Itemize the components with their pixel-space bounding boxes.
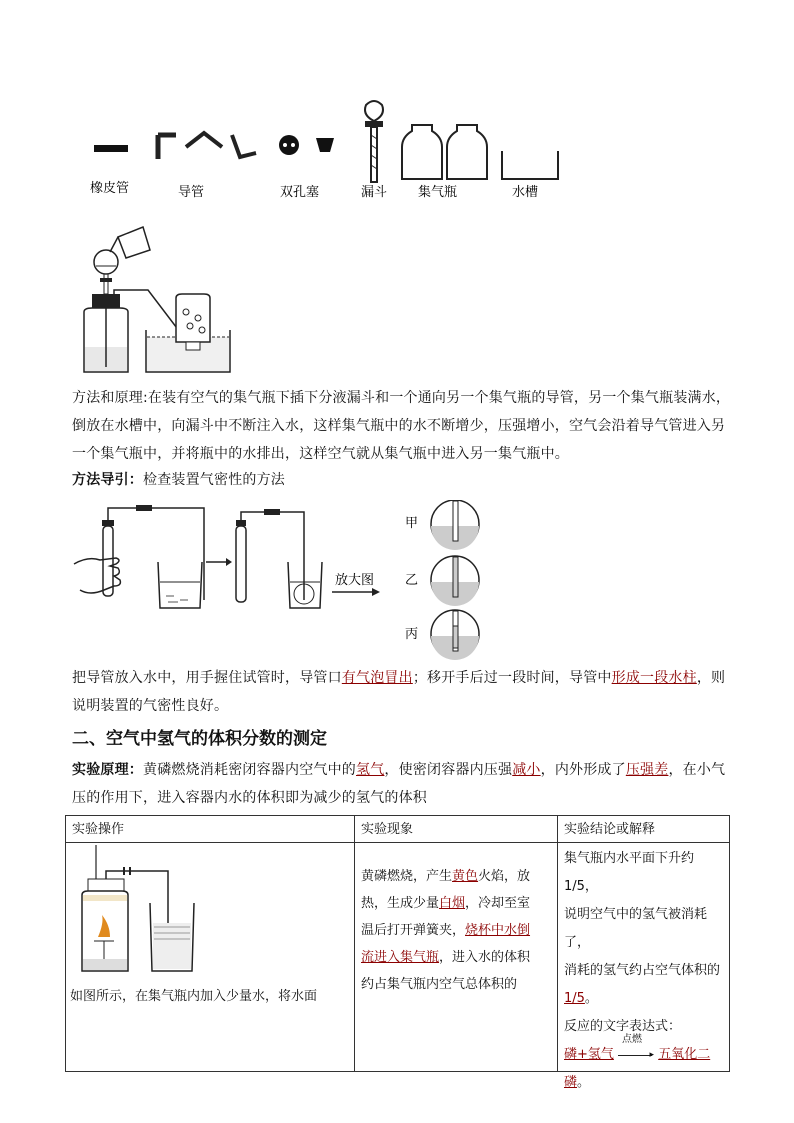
principle-paragraph: 实验原理：黄磷燃烧消耗密闭容器内空气中的氢气，使密闭容器内压强减小，内外形成了压强差，在小气 压的作用下，进入容器内水的体积即为减少的氢气的体积 <box>72 762 726 806</box>
magnify-label: 放大图 <box>335 573 375 588</box>
experiment-table <box>65 815 730 1090</box>
conclusion-cell: 集气瓶内水平面下升约 1/5， 说明空气中的氢气被消耗了， 消耗的氢气约占空气体积的 1/5。 反应的文字表达式： 磷+氢气 点燃 ▸ 五氧化二磷。 <box>558 843 730 1072</box>
answer-bubbles: 有气泡冒出 <box>341 670 413 686</box>
header-operation: 实验操作 <box>66 816 355 843</box>
double-hole-stopper-icon <box>279 135 299 155</box>
water-trough-icon <box>502 151 558 179</box>
apparatus-row <box>80 95 580 205</box>
label-yi: 乙 <box>405 573 419 588</box>
method-paragraph <box>72 384 732 468</box>
operation-text: 如图所示，在集气瓶内加入少量水，将水面 <box>70 989 318 1004</box>
label-double-hole-stopper: 双孔塞 <box>280 185 320 200</box>
guide-label: 方法导引： <box>72 472 143 488</box>
phenomenon-cell: 黄磷燃烧，产生黄色火焰，放 热，生成少量白烟，冷却至室 温后打开弹簧夹，烧杯中水倒 流进入集气瓶，进入水的体积 约占集气瓶内空气总体积的 <box>355 843 558 1072</box>
label-rubber-tube: 橡皮管 <box>90 181 130 196</box>
airtightness-check-figure <box>70 500 490 660</box>
label-bing: 丙 <box>405 627 419 642</box>
gas-bottle-icon <box>402 125 442 179</box>
rubber-tube-icon <box>94 145 128 152</box>
product: 五氧化二磷 <box>564 1047 711 1090</box>
reaction-arrow-icon <box>618 1055 652 1056</box>
answer-water-column: 形成一段水柱 <box>611 670 697 686</box>
section-title: 二、空气中氢气的体积分数的测定 <box>72 729 327 749</box>
header-conclusion: 实验结论或解释 <box>558 816 730 843</box>
guide-text: 检查装置气密性的方法 <box>143 472 285 488</box>
operation-cell <box>66 843 355 1072</box>
label-conduit: 导管 <box>178 185 205 200</box>
method-line-1: 方法和原理:在装有空气的集气瓶下插下分液漏斗和一个通向另一个集气瓶的导管，另一个集气瓶装满水， <box>72 390 731 406</box>
label-water-trough: 水槽 <box>512 185 539 200</box>
method-line-3: 一个集气瓶中，并将瓶中的水排出，这样空气就从集气瓶中进入另一集气瓶中。 <box>72 446 569 462</box>
magnified-circle-jia <box>431 500 479 550</box>
label-gas-bottle: 集气瓶 <box>418 185 458 200</box>
method-line-2: 倒放在水槽中，向漏斗中不断注入水，这样集气瓶中的水不断增少，压强增小，空气会沿着导气管进入另 <box>72 418 726 434</box>
red-phosphorus-apparatus-figure <box>66 843 342 983</box>
gas-transfer-apparatus-figure <box>78 222 233 377</box>
conduit-icon <box>158 135 176 159</box>
label-funnel: 漏斗 <box>361 185 388 200</box>
airtightness-paragraph: 把导管放入水中，用手握住试管时，导管口有气泡冒出；移开手后过一段时间，导管中形成一段水柱，则 说明装置的气密性良好。 <box>72 670 726 714</box>
method-guide <box>72 466 285 494</box>
magnified-circle-bing <box>431 610 479 660</box>
label-jia: 甲 <box>405 516 419 531</box>
reactants: 磷+氢气 <box>564 1047 614 1062</box>
header-phenomenon: 实验现象 <box>355 816 558 843</box>
reaction-condition: 点燃 <box>622 1033 643 1045</box>
magnified-circle-yi <box>431 556 479 606</box>
funnel-icon <box>365 101 383 182</box>
